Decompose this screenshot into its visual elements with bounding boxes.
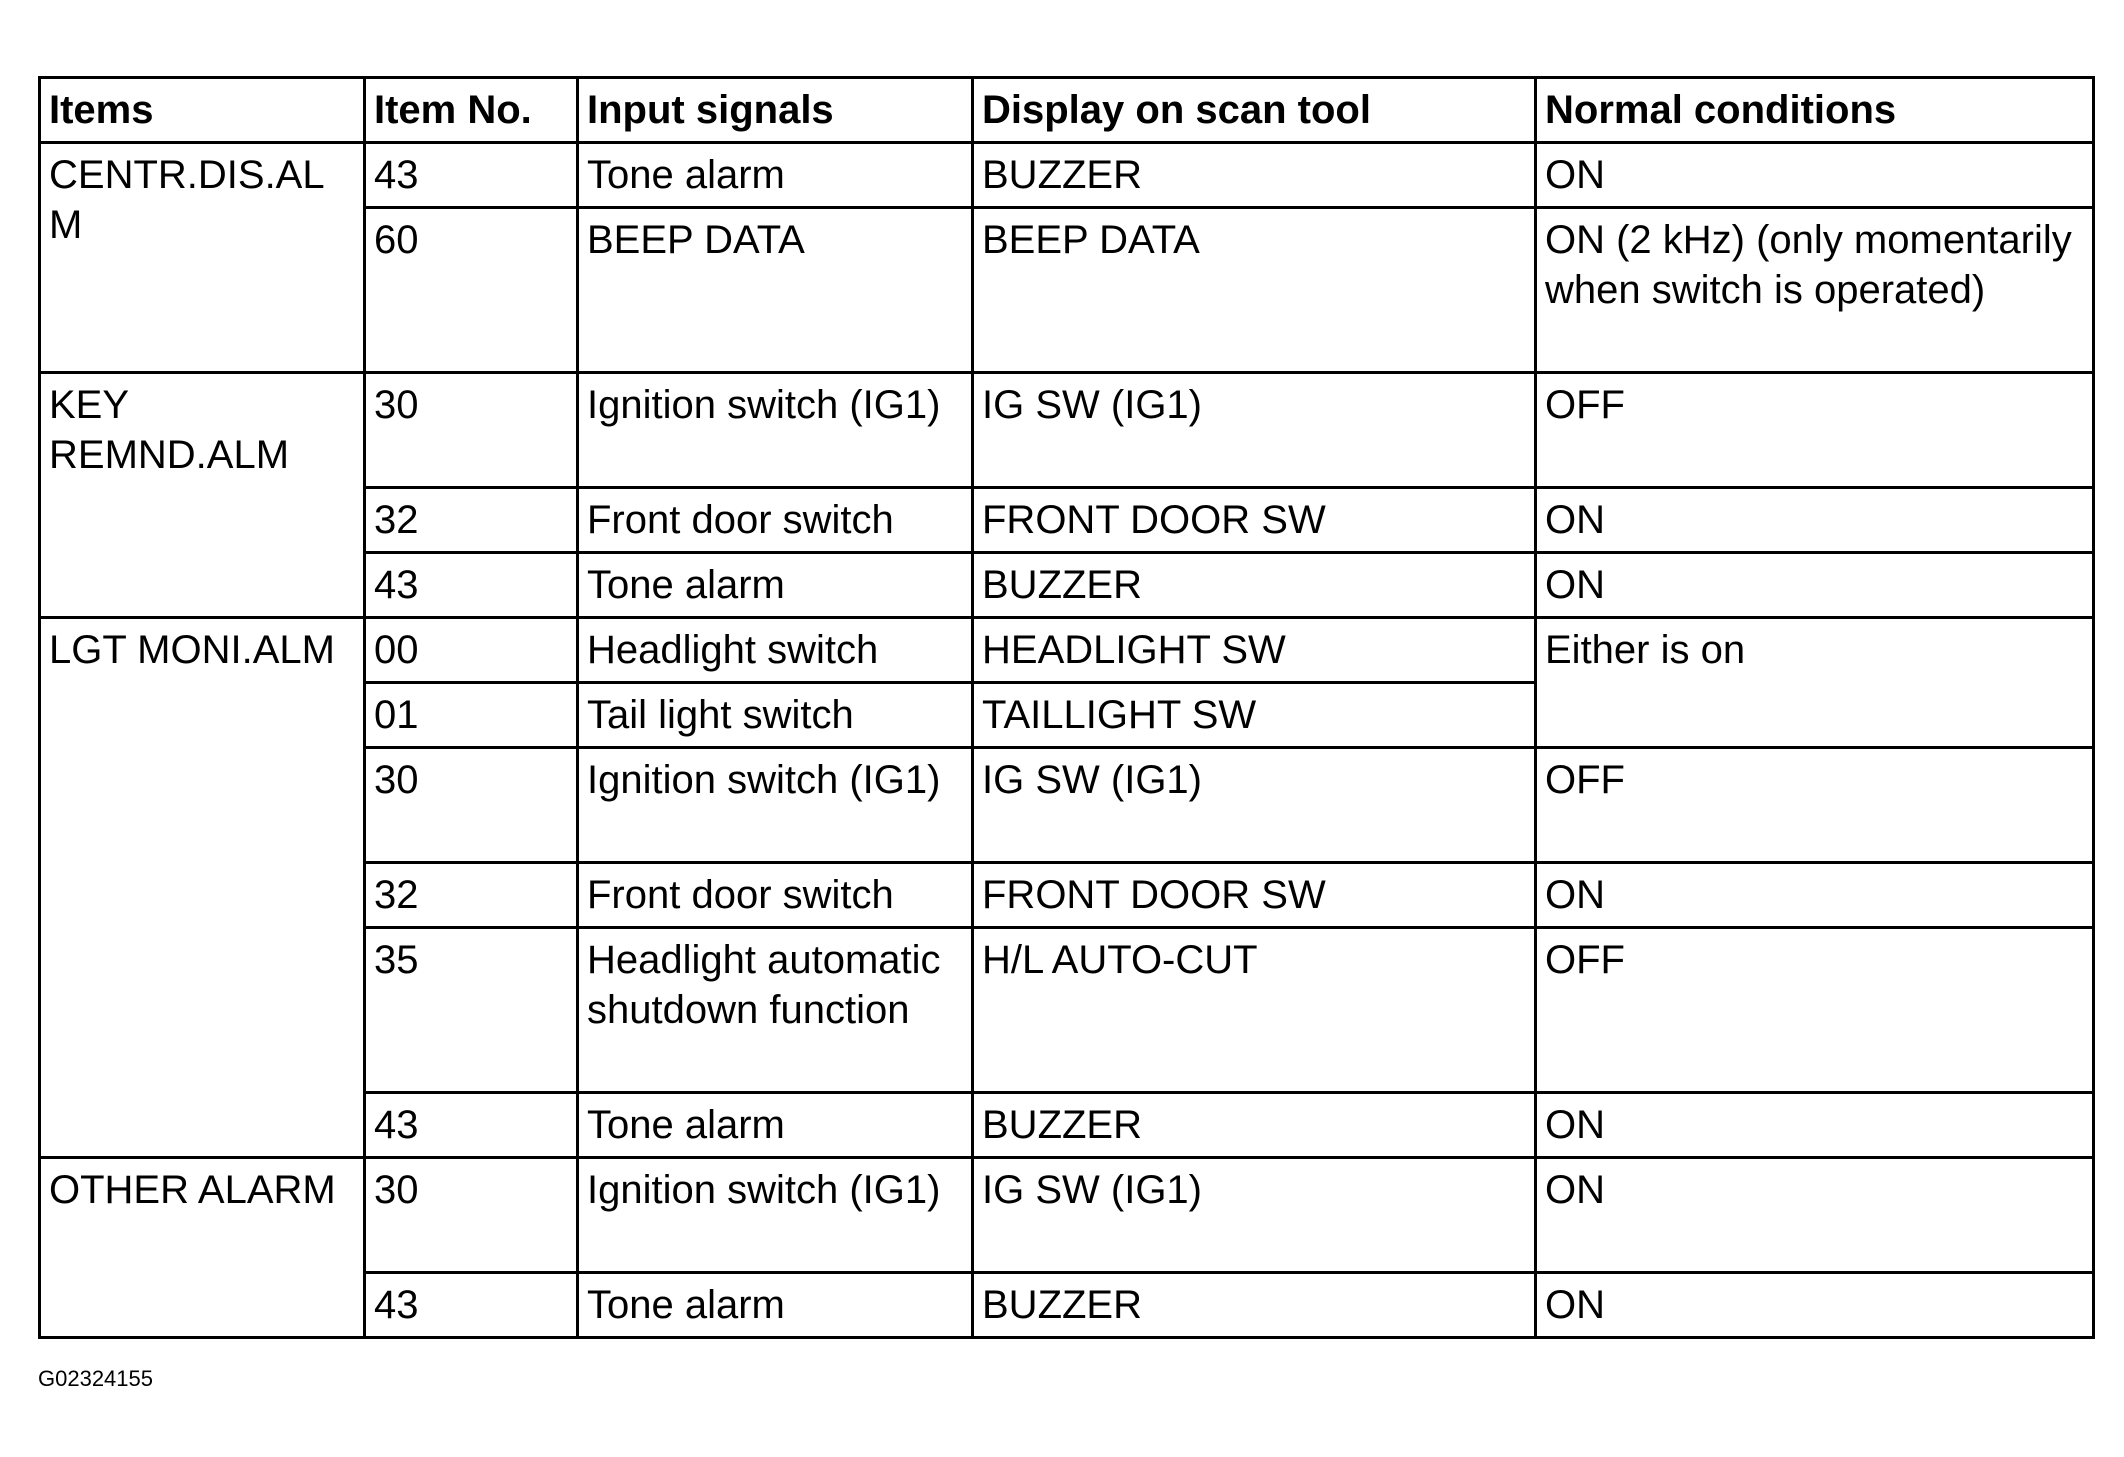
normal-condition-cell: Either is on xyxy=(1536,618,2094,748)
normal-condition-cell: ON (2 kHz) (only momentarily when switch is operated) xyxy=(1536,208,2094,373)
display-cell: BEEP DATA xyxy=(973,208,1536,373)
display-cell: FRONT DOOR SW xyxy=(973,488,1536,553)
normal-condition-cell: OFF xyxy=(1536,373,2094,488)
item-no-cell: 43 xyxy=(365,1273,578,1338)
display-cell: FRONT DOOR SW xyxy=(973,863,1536,928)
table-row xyxy=(40,618,2094,683)
display-cell: BUZZER xyxy=(973,553,1536,618)
item-no-cell: 30 xyxy=(365,748,578,863)
display-cell: H/L AUTO-CUT xyxy=(973,928,1536,1093)
item-no-cell: 30 xyxy=(365,373,578,488)
table-row xyxy=(40,143,2094,208)
display-cell: BUZZER xyxy=(973,143,1536,208)
header-normal-conditions: Normal conditions xyxy=(1536,78,2094,143)
display-cell: IG SW (IG1) xyxy=(973,373,1536,488)
input-signal-cell: Headlight automatic shutdown function xyxy=(578,928,973,1093)
display-cell: BUZZER xyxy=(973,1093,1536,1158)
signal-table xyxy=(38,76,2095,1339)
item-cell: KEY REMND.ALM xyxy=(40,373,365,618)
display-cell: HEADLIGHT SW xyxy=(973,618,1536,683)
item-no-cell: 32 xyxy=(365,863,578,928)
normal-condition-cell: ON xyxy=(1536,1093,2094,1158)
input-signal-cell: Tone alarm xyxy=(578,1273,973,1338)
normal-condition-cell: ON xyxy=(1536,553,2094,618)
input-signal-cell: Front door switch xyxy=(578,863,973,928)
input-signal-cell: Tone alarm xyxy=(578,553,973,618)
item-no-cell: 32 xyxy=(365,488,578,553)
item-no-cell: 00 xyxy=(365,618,578,683)
table-row xyxy=(40,373,2094,488)
header-input-signals: Input signals xyxy=(578,78,973,143)
input-signal-cell: Ignition switch (IG1) xyxy=(578,1158,973,1273)
input-signal-cell: Front door switch xyxy=(578,488,973,553)
input-signal-cell: Ignition switch (IG1) xyxy=(578,748,973,863)
normal-condition-cell: ON xyxy=(1536,143,2094,208)
input-signal-cell: Tone alarm xyxy=(578,1093,973,1158)
item-no-cell: 43 xyxy=(365,553,578,618)
item-cell: OTHER ALARM xyxy=(40,1158,365,1338)
normal-condition-cell: OFF xyxy=(1536,748,2094,863)
item-cell: CENTR.DIS.ALM xyxy=(40,143,365,373)
input-signal-cell: Tone alarm xyxy=(578,143,973,208)
item-no-cell: 43 xyxy=(365,143,578,208)
item-no-cell: 35 xyxy=(365,928,578,1093)
item-no-cell: 43 xyxy=(365,1093,578,1158)
header-items: Items xyxy=(40,78,365,143)
item-no-cell: 30 xyxy=(365,1158,578,1273)
item-no-cell: 01 xyxy=(365,683,578,748)
table-header-row xyxy=(40,78,2094,143)
normal-condition-cell: OFF xyxy=(1536,928,2094,1093)
figure-code: G02324155 xyxy=(38,1366,153,1391)
normal-condition-cell: ON xyxy=(1536,488,2094,553)
display-cell: BUZZER xyxy=(973,1273,1536,1338)
normal-condition-cell: ON xyxy=(1536,863,2094,928)
normal-condition-cell: ON xyxy=(1536,1158,2094,1273)
input-signal-cell: BEEP DATA xyxy=(578,208,973,373)
display-cell: IG SW (IG1) xyxy=(973,748,1536,863)
header-display-on-scan-tool: Display on scan tool xyxy=(973,78,1536,143)
normal-condition-cell: ON xyxy=(1536,1273,2094,1338)
item-no-cell: 60 xyxy=(365,208,578,373)
input-signal-cell: Headlight switch xyxy=(578,618,973,683)
display-cell: IG SW (IG1) xyxy=(973,1158,1536,1273)
item-cell: LGT MONI.ALM xyxy=(40,618,365,1158)
header-item-no: Item No. xyxy=(365,78,578,143)
display-cell: TAILLIGHT SW xyxy=(973,683,1536,748)
input-signal-cell: Tail light switch xyxy=(578,683,973,748)
input-signal-cell: Ignition switch (IG1) xyxy=(578,373,973,488)
table-row xyxy=(40,1158,2094,1273)
